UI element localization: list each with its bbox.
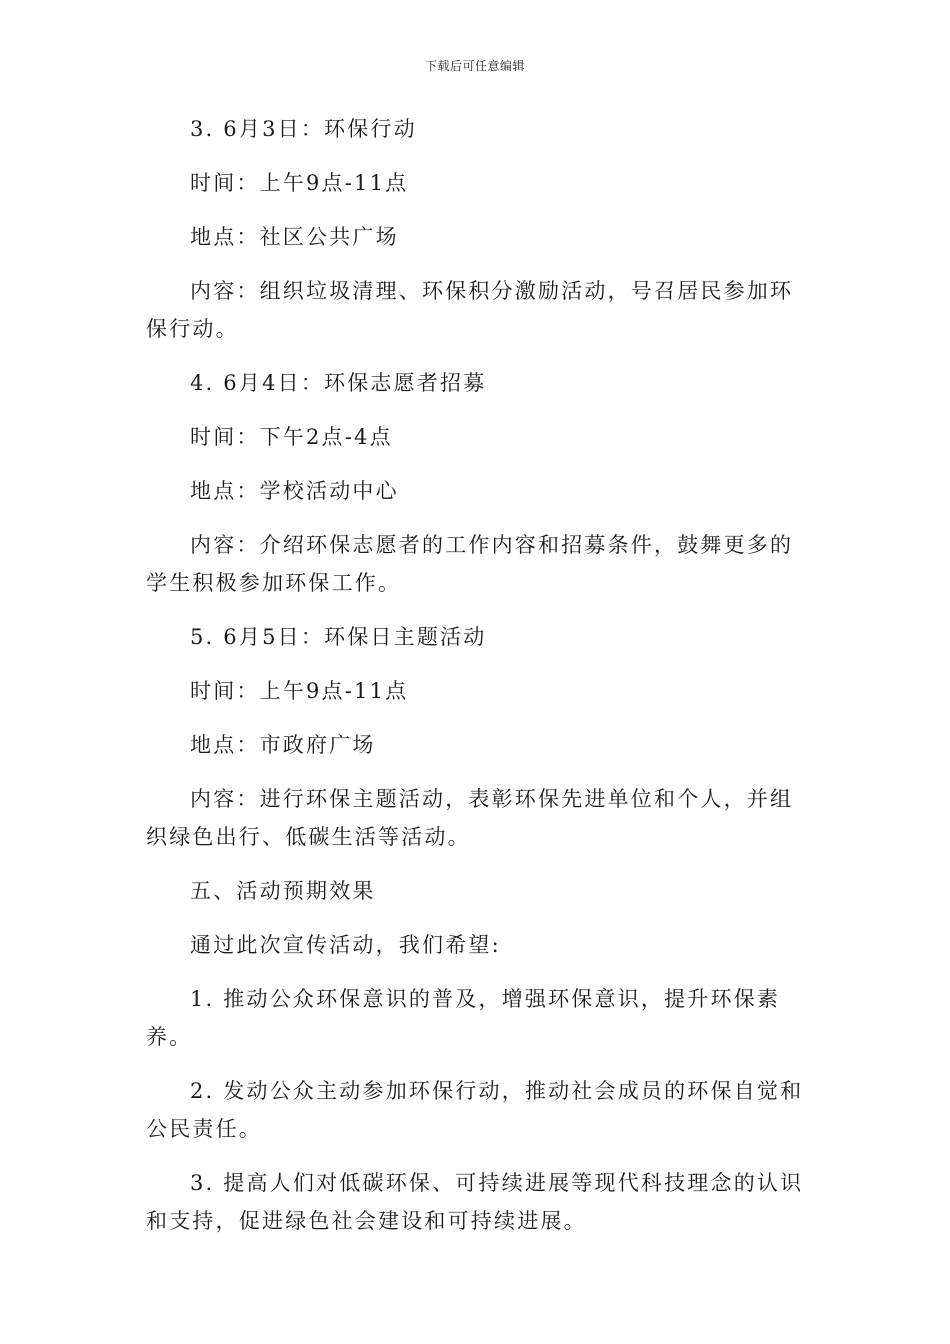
event-4-content: 内容：介绍环保志愿者的工作内容和招募条件，鼓舞更多的学生积极参加环保工作。 (146, 533, 794, 595)
section-5-intro: 通过此次宣传活动，我们希望: (190, 933, 501, 957)
event-4-title: 4. 6月4日：环保志愿者招募 (190, 371, 487, 395)
event-4-time: 时间：下午2点-4点 (190, 425, 393, 449)
event-4-location: 地点：学校活动中心 (190, 479, 399, 503)
expected-effect-1: 1. 推动公众环保意识的普及，增强环保意识，提升环保素养。 (146, 987, 781, 1049)
event-3-title: 3. 6月3日：环保行动 (190, 117, 417, 141)
event-3-location: 地点：社区公共广场 (190, 225, 399, 249)
page-header: 下载后可任意编辑 (424, 59, 525, 73)
event-5-location: 地点：市政府广场 (190, 733, 376, 757)
expected-effect-2: 2. 发动公众主动参加环保行动，推动社会成员的环保自觉和公民责任。 (146, 1079, 804, 1141)
event-3-time: 时间：上午9点-11点 (190, 171, 409, 195)
event-5-time: 时间：上午9点-11点 (190, 679, 409, 703)
document-body (146, 110, 806, 1256)
section-5-heading: 五、活动预期效果 (190, 879, 376, 903)
event-3-content: 内容：组织垃圾清理、环保积分激励活动，号召居民参加环保行动。 (146, 279, 794, 341)
event-5-title: 5. 6月5日：环保日主题活动 (190, 625, 487, 649)
expected-effect-3: 3. 提高人们对低碳环保、可持续进展等现代科技理念的认识和支持，促进绿色社会建设和可持续进展。 (146, 1171, 804, 1233)
event-5-content: 内容：进行环保主题活动，表彰环保先进单位和个人，并组织绿色出行、低碳生活等活动。 (146, 787, 794, 849)
